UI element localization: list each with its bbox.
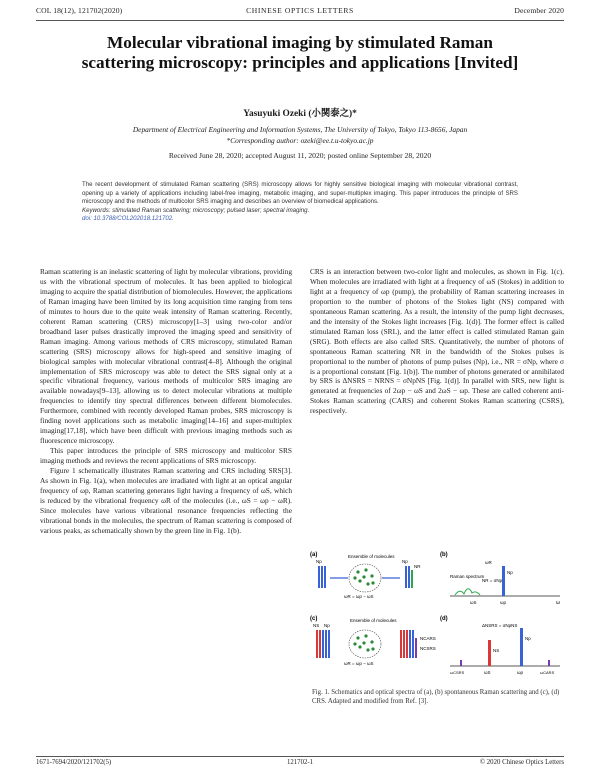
panel-b-np: Np	[507, 570, 513, 575]
panel-d-wp: ωp	[517, 670, 524, 675]
panel-d-cars-bar	[548, 660, 550, 666]
figure-caption: Fig. 1. Schematics and optical spectra of (a), (b) spontaneous Raman scattering and (c), (d) CRS. Adapted and modified from Ref. [3].	[312, 689, 560, 705]
issn-code: 1671-7694/2020/121702(5)	[36, 759, 112, 766]
molecules-a	[353, 568, 374, 585]
page-number: 121702-1	[286, 759, 314, 766]
panel-b-omega: ω	[556, 600, 560, 606]
paragraph-crs: CRS is an interaction between two-color light and molecules, as shown in Fig. 1(c). When molecules are irradiated with light at a frequency of ωS (Stokes) in addition to light at a frequency of ωp (pump), the probability of Raman scattering increases in proportion to the number of photons of the Stokes light (NS) compared with spontaneous Raman scattering. As a result, the intensity of the pump light decreases, and the intensity of the Stokes light increases [Fig. 1(d)]. The former effect is called stimulated Raman loss (SRL), and the latter effect is called stimulated Raman gain (SRG). Both effects are also called SRS. Quantitatively, the number of photons of spontaneous Raman scattering NR in the bandwidth of the Stokes pulses is proportional to the number of photons of pump pulses (Np), i.e., NR = σNp, where σ is a proportional constant [Fig. 1(b)]. The number of photons generated or annihilated by SRS is ΔNSRS = NRNS = σNpNS [Fig. 1(d)]. In parallel with SRS, new light is generated at frequencies of 2ωp − ωS and 2ωS − ωp. These are called coherent anti-Stokes Raman scattering (CARS) and coherent Stokes Raman scattering (CSRS), respectively.	[310, 267, 564, 416]
abstract-text: The recent development of stimulated Raman scattering (SRS) microscopy allows for highly sensitive biological imaging with molecular vibrational contrast, opening up a variety of applications including label-free imaging, metabolic imaging, and super-multiplex imaging. This paper introduces the principle of SRS microscopy and the methods of multicolor SRS imaging and describes an overview of biomedical applications.	[82, 181, 518, 206]
panel-c-ncsrs: NCSRS	[420, 646, 436, 651]
footer-rule	[36, 756, 564, 757]
paragraph-figure1: Figure 1 schematically illustrates Raman scattering and CRS including SRS[3]. As shown in Fig. 1(a), when molecules are irradiated with light at an optical angular frequency of ωp, Raman scattering generates light having a frequency of ωS, which is reduced by the vibrational frequency ωR of the molecules (i.e., ωS = ωp − ωR). Since molecules have various vibrational resonance frequencies reflecting the vibrational bonds in the molecules, the spectrum of Raman scattering is composed of various peaks, as schematically shown by the green line in Fig. 1(b).	[40, 466, 292, 535]
panel-c-ensemble: Ensemble of molecules	[350, 618, 397, 623]
panel-a-nr: NR	[414, 564, 421, 569]
journal-citation: COL 18(12), 121702(2020)	[36, 6, 123, 15]
panel-d-label: (d)	[440, 616, 448, 622]
panel-b-label: (b)	[440, 552, 448, 558]
panel-a-np-out: Np	[402, 559, 408, 564]
running-header	[36, 6, 564, 20]
panel-c-ncars: NCARS	[420, 636, 436, 641]
panel-a-np: Np	[316, 559, 322, 564]
panel-d-pump-bar	[520, 628, 523, 666]
panel-a-ensemble: Ensemble of molecules	[348, 554, 395, 559]
panel-c-label: (c)	[310, 616, 318, 622]
panel-d-np: Np	[525, 636, 531, 641]
doi-link[interactable]: doi: 10.3788/COL202018.121702.	[82, 215, 174, 223]
copyright: © 2020 Chinese Optics Letters	[479, 759, 564, 766]
publication-dates: Received June 28, 2020; accepted August 11, 2020; posted online September 28, 2020	[168, 151, 432, 160]
panel-a-equation: ωR = ωp − ωS	[344, 594, 374, 599]
corresponding-author: *Corresponding author: ozeki@ee.t.u-tokyo.ac.jp	[226, 135, 374, 145]
keywords: Keywords: stimulated Raman scattering; microscopy; pulsed laser; spectral imaging.	[82, 206, 310, 214]
issue-date: December 2020	[514, 6, 564, 15]
panel-d-ws: ωS	[484, 670, 491, 675]
journal-name: CHINESE OPTICS LETTERS	[246, 6, 354, 15]
panel-d-csrs-bar	[460, 660, 462, 666]
panel-c-equation: ωR = ωp − ωS	[344, 661, 374, 666]
panel-b-spectrum-label: Raman spectrum	[450, 574, 485, 579]
panel-d-stokes-bar	[488, 640, 491, 666]
panel-c-ns: NS	[313, 623, 320, 628]
left-column	[40, 267, 292, 536]
panel-a-label: (a)	[310, 552, 318, 558]
panel-b-ws: ωS	[470, 600, 477, 605]
figure-1-svg	[310, 548, 564, 688]
panel-b-wr: ωR	[485, 560, 492, 565]
affiliation: Department of Electrical Engineering and Information Systems, The University of Tokyo, Tokyo 113-8656, Japan	[132, 125, 468, 134]
paragraph-intro: Raman scattering is an inelastic scattering of light by molecular vibrations, providing us with the vibrational spectrum of molecules. It has been applied to biological imaging to acquire the spatial distribution of biomolecules. However, the applications of Raman imaging have been limited by its long acquisition time ranging from tens of minutes to hours due to the quite weak intensity of Raman scattering. Recently, coherent Raman scattering (CRS) microscopy[1–3] using two-color and/or broadband laser pulses drastically improved the imaging speed and sensitivity of Raman imaging. Among various methods of CRS microscopy, stimulated Raman scattering (SRS) microscopy allows for high-speed and sensitive imaging of biological samples with molecular vibrational contrast[4–8]. Although the original implementation of SRS microscopy was able to detect the SRS signal only at a specific vibrational frequency, various methods of multicolor SRS imaging are available nowadays[9–13], allowing us to detect molecular vibrations at multiple frequencies to identify tiny spectral differences between different biomolecules. Furthermore, combined with recently developed Raman probes, SRS microscopy is finding novel applications such as metabolic imaging[14–16] and super-multiplex imaging[17,18], which have been difficult with previous imaging methods such as fluorescence microscopy.	[40, 267, 292, 446]
panel-d-dnsrs: ΔNSRS = σNpNS	[482, 623, 518, 628]
molecules-c	[353, 634, 374, 651]
paper-title: Molecular vibrational imaging by stimulated Raman scattering microscopy: principles and applications [Invited]	[81, 33, 519, 72]
affiliation-block	[20, 125, 580, 146]
figure-1	[310, 548, 564, 688]
paragraph-scope: This paper introduces the principle of SRS microscopy and multicolor SRS imaging methods and reviews the recent applications of SRS microscopy.	[40, 446, 292, 466]
right-column	[310, 267, 564, 416]
panel-c-np: Np	[324, 623, 330, 628]
panel-c-beams	[316, 630, 417, 658]
header-rule	[36, 20, 564, 21]
panel-d-ns: NS	[493, 648, 500, 653]
panel-b-pump-bar	[502, 566, 505, 596]
panel-d-wcsrs: ωCSRS	[450, 670, 465, 675]
running-footer	[36, 759, 564, 771]
panel-b-raman-spectrum	[455, 589, 480, 595]
panel-d-wcars: ωCARS	[540, 670, 555, 675]
panel-b-nr: NR = σNp	[482, 578, 503, 583]
author-name: Yasuyuki Ozeki (小関泰之)*	[243, 109, 357, 119]
panel-b-wp: ωp	[500, 600, 507, 605]
abstract	[82, 181, 518, 224]
